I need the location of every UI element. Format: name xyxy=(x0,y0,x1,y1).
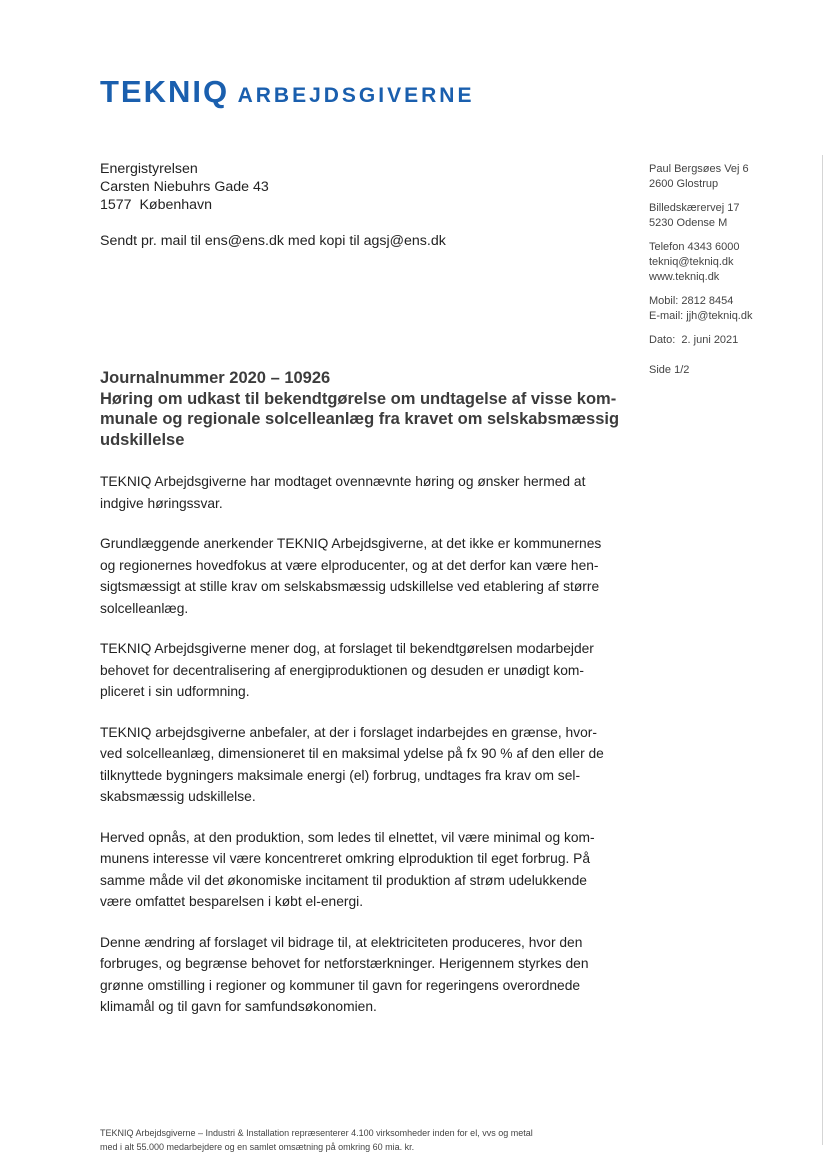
subject-line: udskillelse xyxy=(100,430,185,449)
sender-address2-line1: Billedskærervej 17 xyxy=(649,202,740,214)
recipient-name: Energistyrelsen xyxy=(100,161,198,177)
journal-number: Journalnummer 2020 – 10926 xyxy=(100,369,331,387)
subject-line: Høring om udkast til bekendtgørelse om undtagelse af visse kom- xyxy=(100,389,617,408)
paragraph-line: TEKNIQ Arbejdsgiverne mener dog, at forslaget til bekendtgørelsen modarbejder xyxy=(100,641,594,656)
paragraph-line: Herved opnås, at den produktion, som ledes til elnettet, vil være minimal og kom- xyxy=(100,829,595,845)
paragraph-line: forbruges, og begrænse behovet for netforstærkninger. Herigennem styrkes den xyxy=(100,956,589,971)
sender-contact xyxy=(649,240,740,285)
paragraph-line: skabsmæssig udskillelse. xyxy=(100,789,256,804)
page-number: Side 1/2 xyxy=(649,364,690,376)
footer-line: TEKNIQ Arbejdsgiverne – Industri & Installation repræsenterer 4.100 virksomheder inden for el, vvs og metal xyxy=(100,1128,533,1138)
letter-date: Dato: 2. juni 2021 xyxy=(649,334,739,346)
footer-line: med i alt 55.000 medarbejdere og en samlet omsætning på omkring 60 mia. kr. xyxy=(100,1142,415,1152)
scan-edge-line xyxy=(822,155,823,1145)
tekniq-logo xyxy=(100,74,474,110)
sender-contact-email: E-mail: jjh@tekniq.dk xyxy=(649,310,753,322)
logo-sub-text: ARBEJDSGIVERNE xyxy=(237,84,475,107)
subject-block xyxy=(100,368,620,450)
paragraph-line: være omfattet besparelsen i købt el-energi. xyxy=(100,894,364,909)
paragraph-line: solcelleanlæg. xyxy=(100,600,189,616)
recipient-address xyxy=(100,160,269,214)
paragraph-line: TEKNIQ arbejdsgiverne anbefaler, at der i forslaget indarbejdes en grænse, hvor- xyxy=(100,724,597,740)
letter-body xyxy=(100,471,605,1037)
sender-address-glostrup xyxy=(649,162,749,192)
body-paragraph xyxy=(100,471,605,514)
sender-address-odense xyxy=(649,201,739,231)
sender-email: tekniq@tekniq.dk xyxy=(649,256,734,268)
body-paragraph xyxy=(100,722,605,808)
subject-line: munale og regionale solcelleanlæg fra kravet om selskabsmæssig xyxy=(100,410,620,428)
recipient-city: 1577 København xyxy=(100,197,213,213)
paragraph-line: TEKNIQ Arbejdsgiverne har modtaget ovennævnte høring og ønsker hermed at xyxy=(100,474,586,489)
letter-footer xyxy=(100,1126,620,1154)
sender-address1-line2: 2600 Glostrup xyxy=(649,178,719,190)
paragraph-line: munens interesse vil være koncentreret omkring elproduktion til eget forbrug. På xyxy=(100,851,591,866)
paragraph-line: samme måde vil det økonomiske incitament til produktion af strøm udelukkende xyxy=(100,872,587,888)
paragraph-line: tilknyttede bygningers maksimale energi (el) forbrug, undtages fra krav om sel- xyxy=(100,767,581,783)
sender-address1-line1: Paul Bergsøes Vej 6 xyxy=(649,163,749,175)
paragraph-line: Grundlæggende anerkender TEKNIQ Arbejdsgiverne, at det ikke er kommunernes xyxy=(100,536,602,551)
sender-address2-line2: 5230 Odense M xyxy=(649,217,728,229)
sender-phone: Telefon 4343 6000 xyxy=(649,241,740,253)
paragraph-line: grønne omstilling i regioner og kommuner til gavn for regeringens overordnede xyxy=(100,977,581,993)
paragraph-line: pliceret i sin udformning. xyxy=(100,684,250,699)
sent-line: Sendt pr. mail til ens@ens.dk med kopi til agsj@ens.dk xyxy=(100,233,446,249)
paragraph-line: ved solcelleanlæg, dimensioneret til en maksimal ydelse på fx 90 % af den eller de xyxy=(100,746,604,761)
body-paragraph xyxy=(100,827,605,913)
sender-personal-contact xyxy=(649,294,752,324)
recipient-street: Carsten Niebuhrs Gade 43 xyxy=(100,179,269,195)
paragraph-line: klimamål og til gavn for samfundsøkonomien. xyxy=(100,999,377,1014)
sender-web: www.tekniq.dk xyxy=(649,271,720,283)
paragraph-line: behovet for decentralisering af energiproduktionen og desuden er unødigt kom- xyxy=(100,662,584,678)
body-paragraph xyxy=(100,533,605,619)
body-paragraph xyxy=(100,638,605,703)
paragraph-line: indgive høringssvar. xyxy=(100,495,223,511)
paragraph-line: og regionernes hovedfokus at være elproducenter, og at det derfor kan være hen- xyxy=(100,557,599,573)
paragraph-line: Denne ændring af forslaget vil bidrage til, at elektriciteten produceres, hvor den xyxy=(100,934,583,950)
sender-mobile: Mobil: 2812 8454 xyxy=(649,295,734,307)
paragraph-line: sigtsmæssigt at stille krav om selskabsmæssig udskillelse ved etablering af større xyxy=(100,579,600,594)
logo-main-text: TEKNIQ xyxy=(100,74,230,109)
body-paragraph xyxy=(100,932,605,1018)
